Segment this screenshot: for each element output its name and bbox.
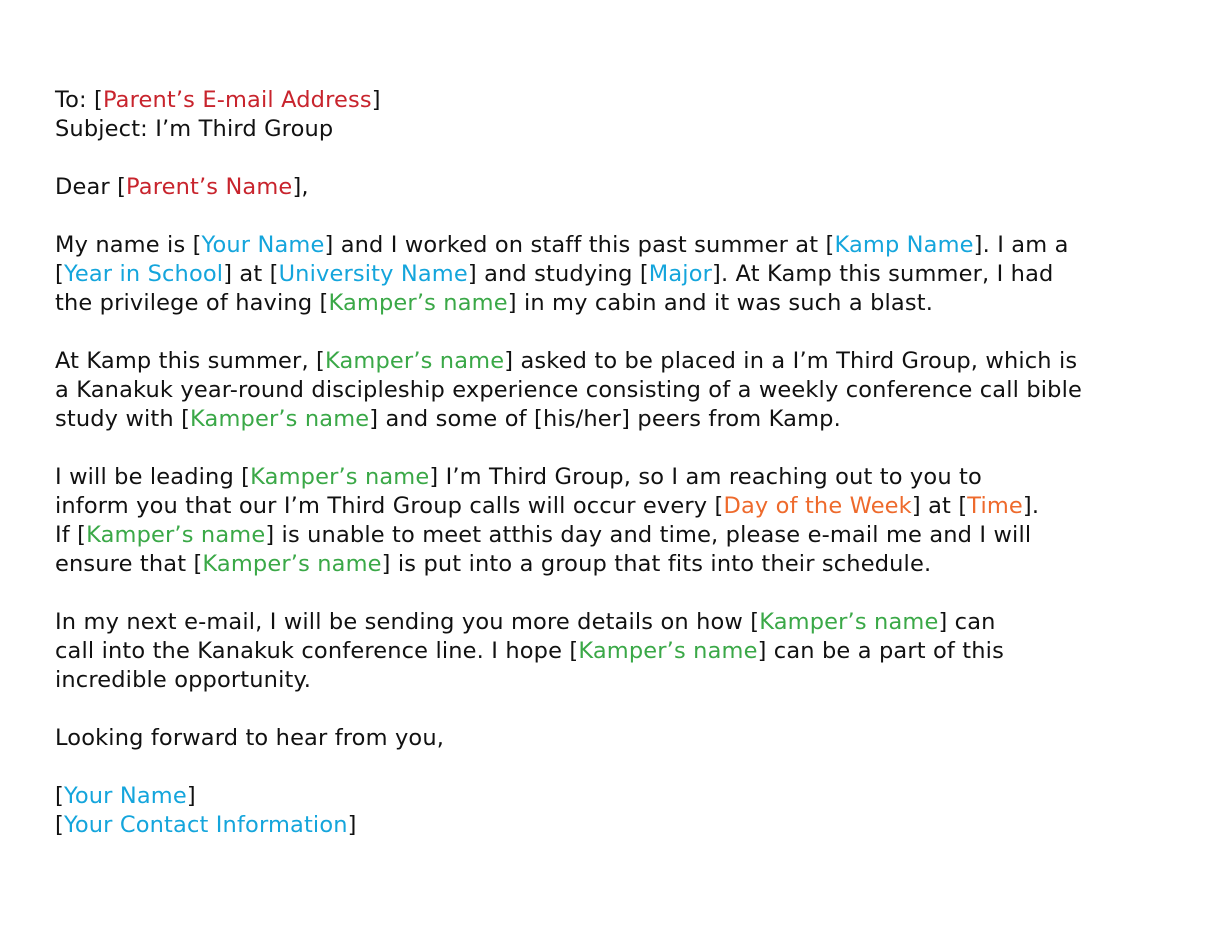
greeting-close: ], (292, 174, 309, 200)
text-run: ] and some of [his/her] peers from Kamp. (369, 406, 841, 432)
bracket-open: [ (55, 812, 64, 838)
schedule-line-3 (55, 521, 1165, 550)
year-in-school-placeholder: Year in School (63, 261, 224, 287)
group-line-1 (55, 347, 1165, 376)
text-run: ] at [ (911, 493, 968, 519)
bracket-open: [ (55, 783, 64, 809)
text-run: ] in my cabin and it was such a blast. (507, 290, 933, 316)
paragraph-gap (55, 434, 1165, 463)
signature-name-placeholder: Your Name (63, 783, 187, 809)
text-run: ] is unable to meet atthis day and time, please e-mail me and I will (265, 522, 1032, 548)
text-run: ]. At Kamp this summer, I had (712, 261, 1054, 287)
to-line (55, 86, 1165, 115)
greeting-text: Dear [ (55, 174, 127, 200)
subject-line: Subject: I’m Third Group (55, 116, 334, 142)
text-run: ensure that [ (55, 551, 203, 577)
next-email-line-2 (55, 637, 1165, 666)
bracket-close: ] (347, 812, 357, 838)
paragraph-gap (55, 753, 1165, 782)
text-run: study with [ (55, 406, 191, 432)
text-run: [ (55, 261, 64, 287)
email-template-letter (55, 86, 1165, 840)
schedule-line-4 (55, 550, 1165, 579)
university-name-placeholder: University Name (278, 261, 468, 287)
parent-email-placeholder: Parent’s E-mail Address (102, 87, 372, 113)
to-label: To: [ (55, 87, 103, 113)
parent-name-placeholder: Parent’s Name (126, 174, 293, 200)
next-email-line-1 (55, 608, 1165, 637)
text-run: In my next e-mail, I will be sending you more details on how [ (55, 609, 760, 635)
paragraph-gap (55, 202, 1165, 231)
kamper-name-placeholder: Kamper’s name (86, 522, 266, 548)
text-run: ] at [ (223, 261, 279, 287)
contact-info-placeholder: Your Contact Information (63, 812, 348, 838)
text-run: inform you that our I’m Third Group calls will occur every [ (55, 493, 724, 519)
next-email-line-3: incredible opportunity. (55, 667, 312, 693)
group-line-3 (55, 405, 1165, 434)
kamper-name-placeholder: Kamper’s name (759, 609, 939, 635)
paragraph-gap (55, 318, 1165, 347)
text-run: ]. (1022, 493, 1040, 519)
bracket-close: ] (371, 87, 381, 113)
day-of-week-placeholder: Day of the Week (723, 493, 912, 519)
schedule-line-1 (55, 463, 1165, 492)
greeting-line (55, 173, 1165, 202)
kamper-name-placeholder: Kamper’s name (250, 464, 430, 490)
kamper-name-placeholder: Kamper’s name (578, 638, 758, 664)
text-run: At Kamp this summer, [ (55, 348, 325, 374)
paragraph-gap (55, 144, 1165, 173)
text-run: I will be leading [ (55, 464, 251, 490)
text-run: the privilege of having [ (55, 290, 329, 316)
your-name-placeholder: Your Name (201, 232, 325, 258)
text-run: ] asked to be placed in a I’m Third Group, which is (504, 348, 1078, 374)
text-run: ] and studying [ (467, 261, 649, 287)
text-run: ]. I am a (973, 232, 1069, 258)
kamper-name-placeholder: Kamper’s name (190, 406, 370, 432)
kamp-name-placeholder: Kamp Name (834, 232, 974, 258)
text-run: ] I’m Third Group, so I am reaching out to you to (429, 464, 982, 490)
text-run: ] can (938, 609, 996, 635)
text-run: ] can be a part of this (757, 638, 1004, 664)
kamper-name-placeholder: Kamper’s name (324, 348, 505, 374)
paragraph-gap (55, 579, 1165, 608)
kamper-name-placeholder: Kamper’s name (328, 290, 508, 316)
text-run: ] and I worked on staff this past summer at [ (324, 232, 835, 258)
kamper-name-placeholder: Kamper’s name (202, 551, 382, 577)
text-run: My name is [ (55, 232, 202, 258)
group-line-2: a Kanakuk year-round discipleship experience consisting of a weekly conference call bible (55, 377, 1082, 403)
time-placeholder: Time (967, 493, 1023, 519)
schedule-line-2 (55, 492, 1165, 521)
intro-line-3 (55, 289, 1165, 318)
bracket-close: ] (186, 783, 196, 809)
intro-line-2 (55, 260, 1165, 289)
intro-line-1 (55, 231, 1165, 260)
text-run: call into the Kanakuk conference line. I hope [ (55, 638, 579, 664)
closing-line: Looking forward to hear from you, (55, 725, 445, 751)
major-placeholder: Major (648, 261, 713, 287)
signature-name-line (55, 782, 1165, 811)
signature-contact-line (55, 811, 1165, 840)
text-run: If [ (55, 522, 87, 548)
text-run: ] is put into a group that fits into their schedule. (381, 551, 932, 577)
paragraph-gap (55, 695, 1165, 724)
